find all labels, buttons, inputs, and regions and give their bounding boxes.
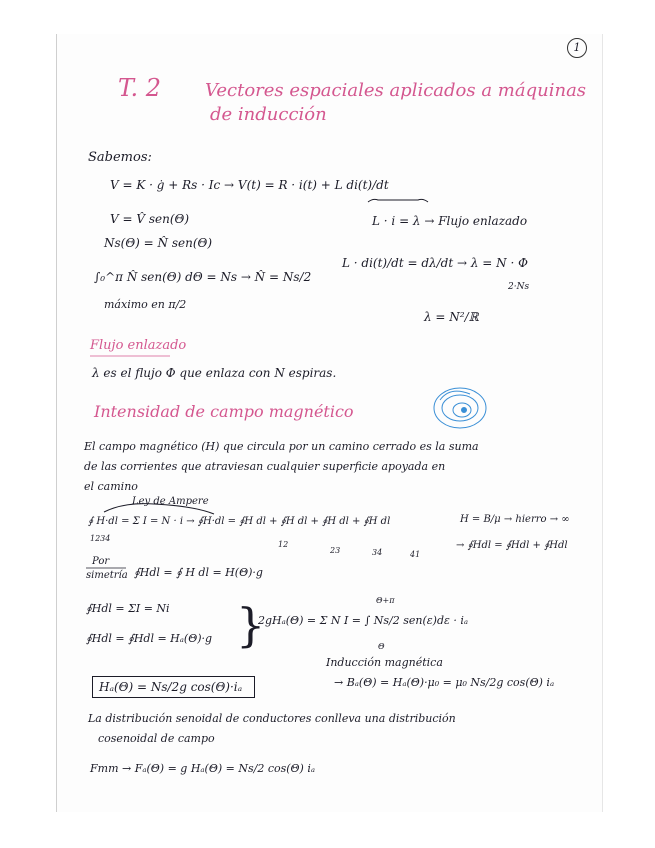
equation-integral-ns: ∫₀^π N̂ sen(Θ) dΘ = Ns → N̂ = Ns/2 — [94, 270, 312, 284]
section-heading-intensidad: Intensidad de campo magnético — [94, 402, 354, 421]
hierro-relation: H = B/μ → hierro → ∞ — [460, 514, 570, 525]
flux-sub-note: 2·Ns — [508, 282, 530, 292]
index-12: 12 — [278, 540, 289, 549]
magnetic-field-sketch-icon — [434, 388, 486, 428]
title-line-1: Vectores espaciales aplicados a máquinas — [205, 80, 587, 101]
equation-voltage: V = K · ġ + Rs · Ic → V(t) = R · i(t) + L di(t)/dt — [110, 178, 389, 192]
system-result: 2gHₐ(Θ) = Σ N I = ∫ Ns/2 sen(ε)dε · iₐ — [258, 614, 469, 627]
equation-ns: Ns(Θ) = N̂ sen(Θ) — [104, 236, 213, 250]
flux-derivative-relation: L · di(t)/dt = dλ/dt → λ = N · Φ — [342, 256, 528, 270]
index-41: 41 — [410, 550, 421, 559]
induccion-equation: → Bₐ(Θ) = Hₐ(Θ)·μ₀ = μ₀ Ns/2g cos(Θ) iₐ — [334, 676, 555, 689]
maximo-note: máximo en π/2 — [104, 298, 187, 311]
induccion-label: Inducción magnética — [326, 656, 443, 669]
distribution-line-2: cosenoidal de campo — [98, 732, 215, 745]
mmf-equation: Fmm → Fₐ(Θ) = g Hₐ(Θ) = Ns/2 cos(Θ) iₐ — [90, 762, 315, 775]
index-34: 34 — [372, 548, 383, 557]
index-23: 23 — [330, 546, 341, 555]
section-heading-flujo: Flujo enlazado — [90, 338, 187, 353]
integral-upper-limit: Θ+π — [376, 596, 395, 605]
title-number: T. 2 — [118, 74, 162, 102]
index-1234: 1234 — [90, 534, 111, 543]
integral-lower-limit: Θ — [378, 642, 385, 651]
simetria-label: simetría — [86, 570, 128, 581]
ampere-paragraph-line-3: el camino — [84, 480, 138, 493]
system-equation-2: ∮Hdl = ∮Hdl = Hₐ(Θ)·g — [86, 632, 213, 645]
flujo-definition: λ es el flujo Φ que enlaza con N espiras. — [92, 366, 337, 380]
boxed-field-result: Hₐ(Θ) = Ns/2g cos(Θ)·iₐ — [92, 676, 255, 698]
ampere-law-equation: ∮ H·dl = Σ I = N · i → ∮H·dl = ∮H dl + ∮H dl + ∮H dl + ∮H dl — [88, 516, 391, 527]
por-label: Por — [92, 556, 110, 567]
ley-de-ampere-label: Ley de Ampere — [132, 496, 209, 507]
flux-linked-relation: L · i = λ → Flujo enlazado — [372, 214, 528, 228]
symmetry-equation: ∮Hdl = ∮ H dl = H(Θ)·g — [134, 566, 263, 579]
flux-reluctance: λ = N²/ℝ — [424, 310, 479, 324]
distribution-line-1: La distribución senoidal de conductores conlleva una distribución — [88, 712, 456, 725]
page-number: 1 — [567, 38, 587, 58]
title-line-2: de inducción — [210, 104, 327, 125]
equation-sine-voltage: V = V̂ sen(Θ) — [110, 212, 190, 226]
system-brace: } — [236, 598, 266, 652]
hierro-equation: → ∮Hdl = ∮Hdl + ∮Hdl — [456, 540, 568, 551]
sabemos-label: Sabemos: — [88, 150, 152, 165]
ampere-paragraph-line-2: de las corrientes que atraviesan cualquier superficie apoyada en — [84, 460, 446, 473]
ampere-paragraph-line-1: El campo magnético (H) que circula por un camino cerrado es la suma — [84, 440, 479, 453]
system-equation-1: ∮Hdl = ΣI = Ni — [86, 602, 170, 615]
